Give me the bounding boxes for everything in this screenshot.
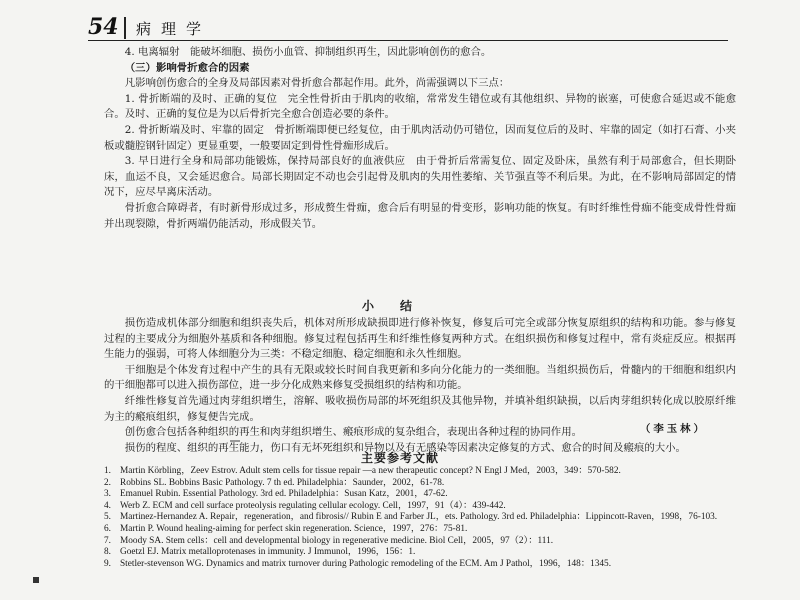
paragraph: 创伤愈合包括各种组织的再生和肉芽组织增生、瘢痕形成的复杂组合，表现出各种过程的协同作用。 [124,426,582,439]
reference-item [104,524,736,536]
reference-text: Robbins SL. Bobbins Basic Pathology. 7 th ed. Philadelphia：Saunder，2002，61-78. [120,477,445,488]
summary-body [104,316,736,456]
reference-number: 6. [104,523,111,534]
reference-number: 9. [104,558,111,569]
running-title: 病理学 [136,20,212,38]
header-divider [124,17,126,39]
paragraph: 3. 早日进行全身和局部功能锻炼，保持局部良好的血液供应 由于骨折后常需复位、固定及卧床，虽然有利于局部愈合，但长期卧床，血运不良，又会延迟愈合。局部长期固定不动也会引起骨及肌肉的失用性萎缩、关节强直等不利后果。为此，在不影响局部固定的情况下，应尽早离床活动。 [104,155,736,199]
page-number: 54 [88,14,119,40]
reference-item [104,489,736,501]
reference-item [104,512,736,524]
reference-text: Werb Z. ECM and cell surface proteolysis regulating cellular ecology. Cell，1997，91（4）：439-442. [120,500,506,511]
author-credit: （李玉林） [640,423,707,435]
paragraph: 损伤造成机体部分细胞和组织丧失后，机体对所形成缺损即进行修补恢复，修复后可完全或部分恢复原组织的结构和功能。参与修复过程的主要成分为细胞外基质和各种细胞。修复过程包括再生和纤维性修复两种方式。在组织损伤和修复过程中，常有炎症反应。根据再生能力的强弱，可将人体细胞分为三类：不稳定细胞、稳定细胞和永久性细胞。 [104,317,736,361]
section-continuation [104,45,736,232]
paragraph: 1. 骨折断端的及时、正确的复位 完全性骨折由于肌肉的收缩，常常发生错位或有其他组织、异物的嵌塞，可使愈合延迟或不能愈合。及时、正确的复位是为以后骨折完全愈合创造必要的条件。 [104,92,736,121]
paragraph: 干细胞是个体发育过程中产生的具有无限或较长时间自我更新和多向分化能力的一类细胞。当组织损伤后，骨髓内的干细胞和组织内的干细胞都可以进入损伤部位，进一步分化成熟来修复受损组织的结构和功能。 [104,363,736,392]
reference-text: Martin Körbling，Zeev Estrov. Adult stem cells for tissue repair —a new therapeutic concept? N Engl J Med，2003，349：570-582. [120,466,621,476]
reference-number: 2. [104,477,111,488]
section-heading: （三）影响骨折愈合的因素 [124,61,250,74]
reference-number: 4. [104,500,111,511]
reference-number: 5. [104,512,111,523]
paragraph: 损伤的程度、组织的再生能力，伤口有无坏死组织和异物以及有无感染等因素决定修复的方式、愈合的时间及瘢痕的大小。 [124,441,686,454]
reference-text: Martinez-Hernandez A. Repair，regeneration，and fibrosis// Rubin E and Farber JL，ets. Pathology. 3rd ed. Philadelphia：Lippincott-Raven，1998，76-103. [120,512,718,523]
reference-number: 7. [104,535,111,546]
references-list [104,466,736,570]
reference-text: Goetzl EJ. Matrix metalloprotenases in immunity. J Immunol，1996，156：1. [120,547,416,558]
paragraph: 纤维性修复首先通过肉芽组织增生，溶解、吸收损伤局部的坏死组织及其他异物，并填补组织缺损，以后肉芽组织转化成以胶原纤维为主的瘢痕组织，修复便告完成。 [104,394,736,423]
reference-text: Moody SA. Stem cells：cell and developmental biology in regenerative medicine. Biol Cell，2005，97（2）：111. [120,535,554,546]
paragraph: 凡影响创伤愈合的全身及局部因素对骨折愈合都起作用。此外，尚需强调以下三点： [124,77,510,90]
reference-item [104,501,736,513]
page-header [88,14,728,41]
paragraph: 2. 骨折断端及时、牢靠的固定 骨折断端即便已经复位，由于肌肉活动仍可错位，因而复位后的及时、牢靠的固定（如打石膏、小夹板或髓腔钢针固定）更显重要，一般要固定到骨性骨痂形成后。 [104,123,736,152]
reference-number: 3. [104,489,111,500]
reference-number: 1. [104,466,111,476]
summary-title: 小结 [361,299,438,313]
reference-text: Emanuel Rubin. Essential Pathology. 3rd ed. Philadelphia：Susan Katz，2001，47-62. [120,489,448,500]
reference-item [104,466,736,478]
ink-mark [230,440,240,442]
reference-number: 8. [104,547,111,558]
paragraph: 骨折愈合障碍者，有时新骨形成过多，形成赘生骨痂，愈合后有明显的骨变形，影响功能的恢复。有时纤维性骨痂不能变成骨性骨痂并出现裂隙，骨折两端仍能活动，形成假关节。 [104,201,736,230]
paragraph: 4. 电离辐射 能破坏细胞、损伤小血管、抑制组织再生，因此影响创伤的愈合。 [124,46,492,58]
reference-item [104,547,736,559]
scan-mark [33,577,39,583]
reference-text: Martin P. Wound healing-aiming for perfect skin regeneration. Science，1997，276：75-81. [120,523,468,534]
reference-item [104,478,736,490]
reference-text: Stetler-stevenson WG. Dynamics and matrix turnover during Pathologic remodeling of the ECM. Am J Pathol，1996，148：1345. [120,558,612,569]
reference-item [104,536,736,548]
reference-item [104,559,736,571]
references-title: 主要参考文献 [360,451,439,465]
